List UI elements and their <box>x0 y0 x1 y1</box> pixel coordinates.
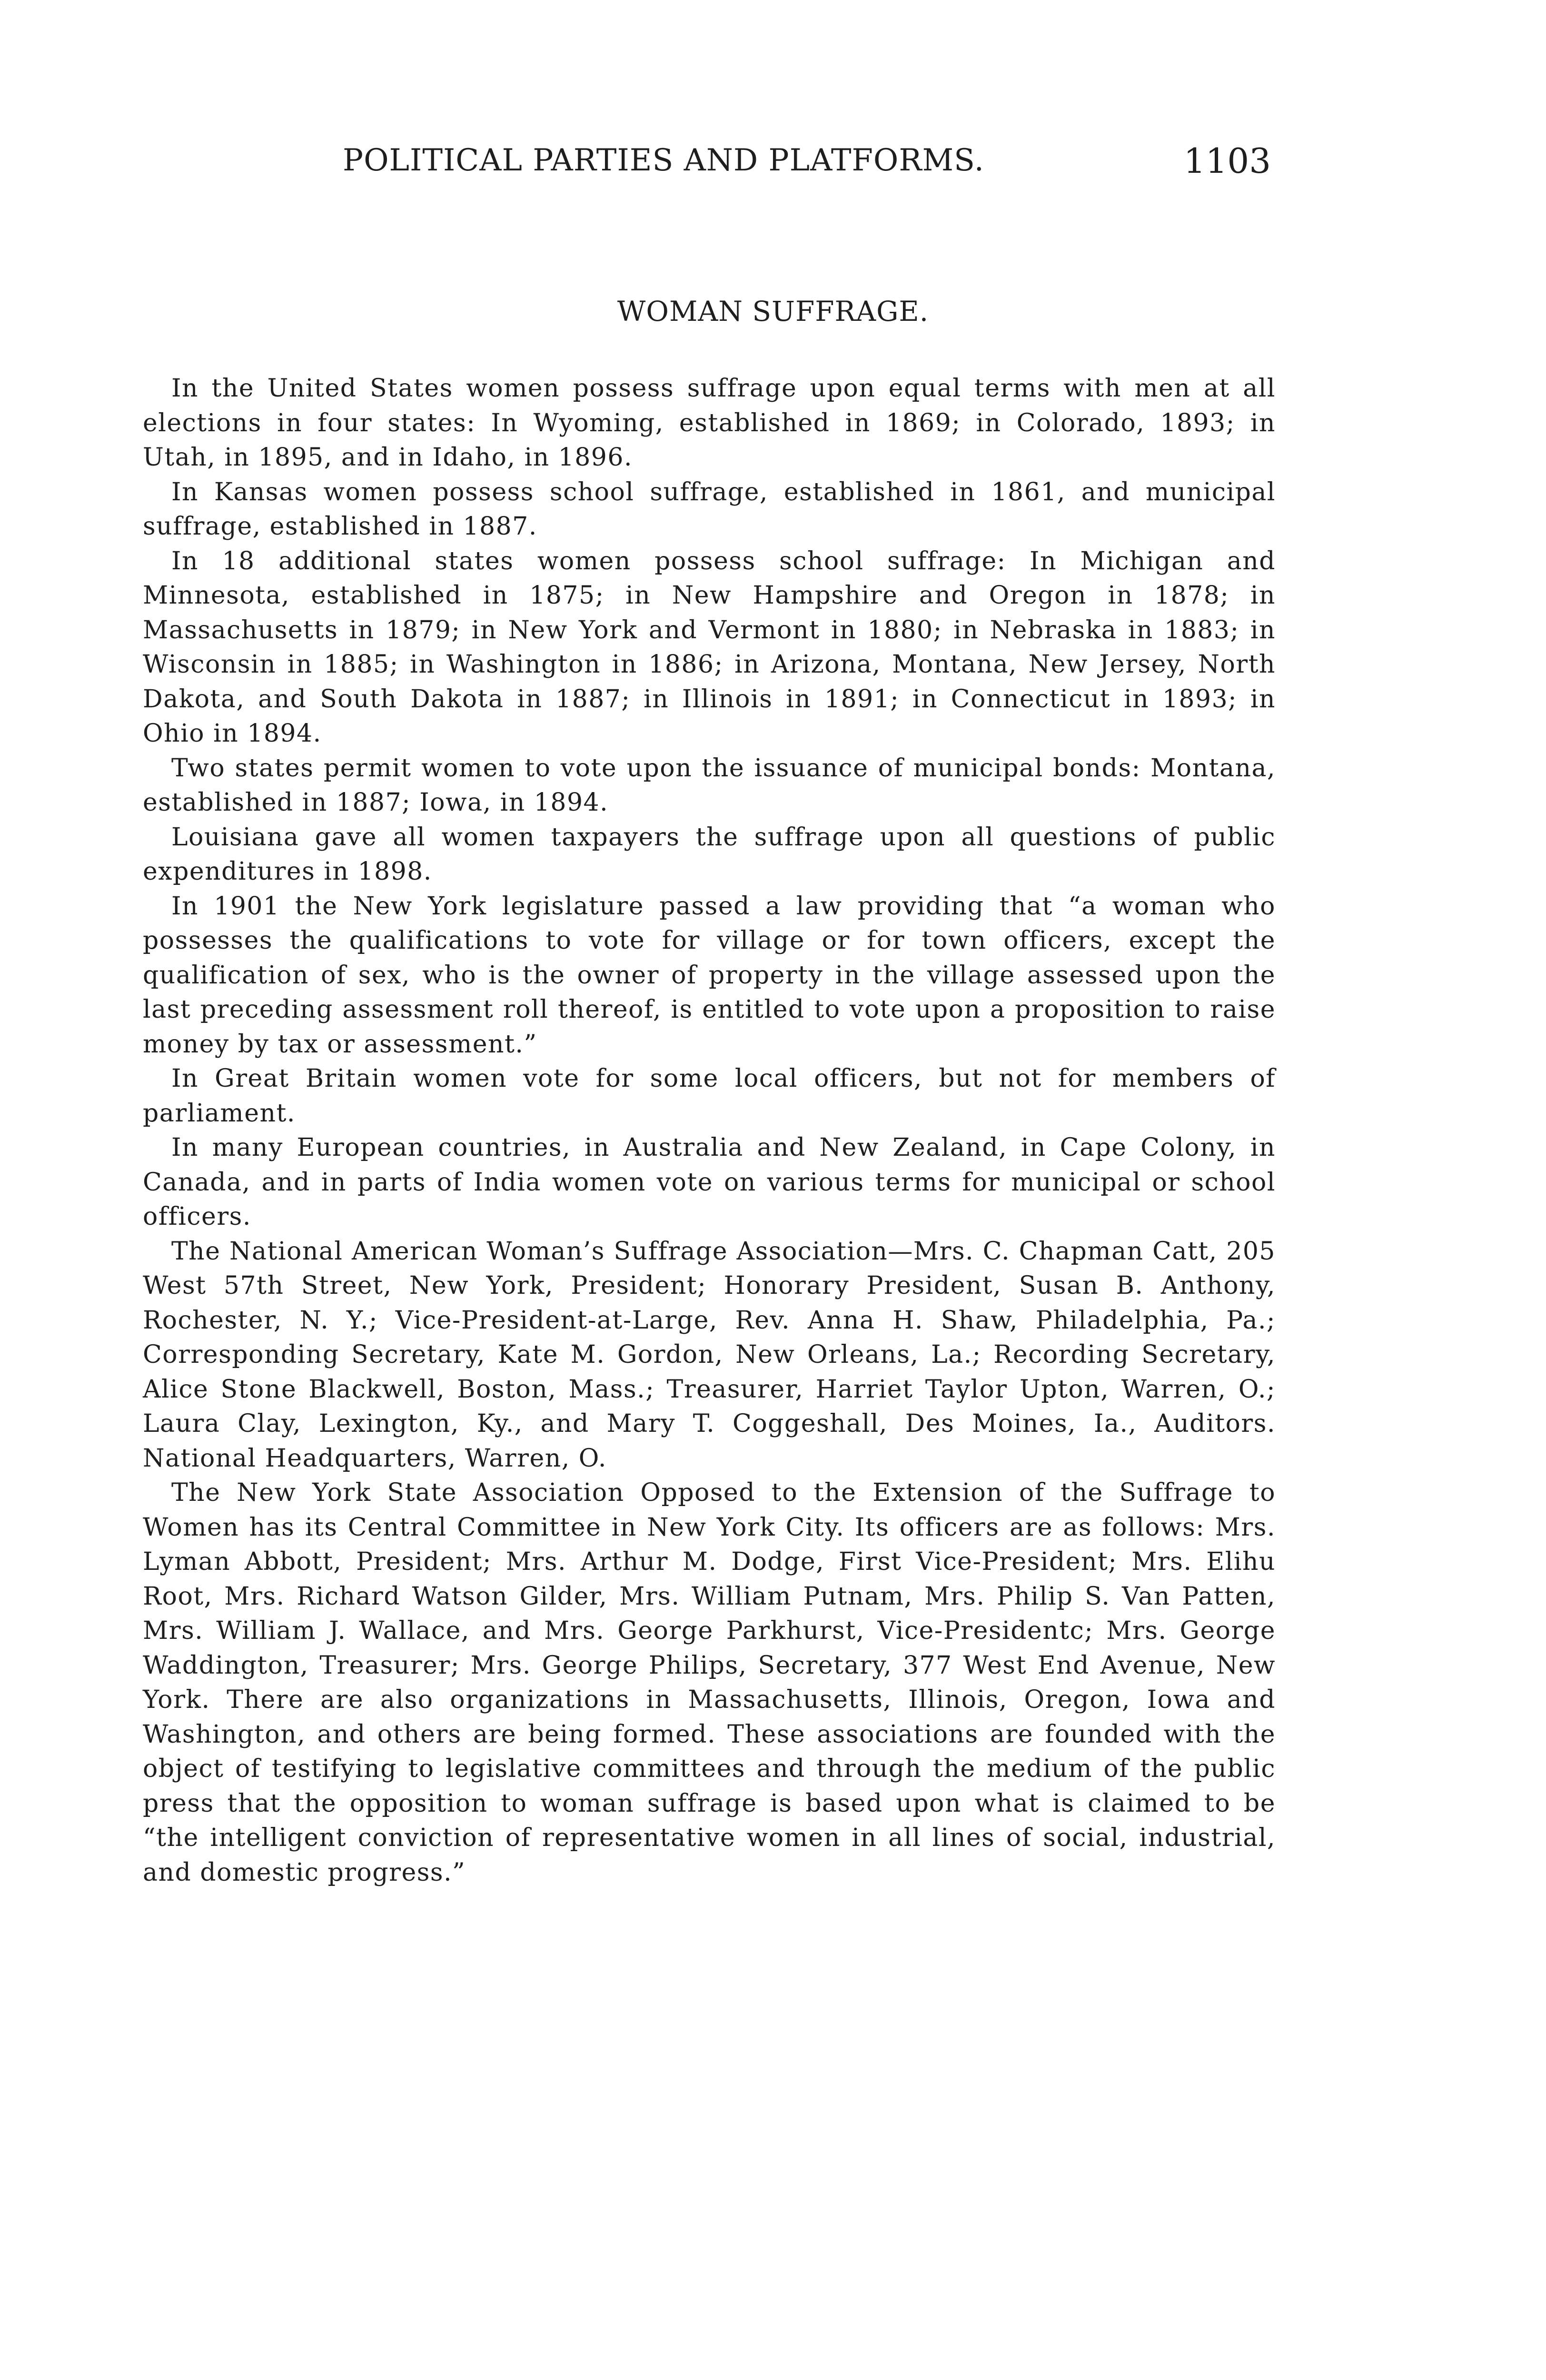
paragraph-great-britain: In Great Britain women vote for some local officers, but not for members of parliament. <box>143 1064 1276 1128</box>
section-title: WOMAN SUFFRAGE. <box>617 295 929 327</box>
page-number: 1103 <box>1183 141 1271 181</box>
paragraph-kansas: In Kansas women possess school suffrage, established in 1861, and municipal suffrage, established in 1887. <box>143 477 1276 541</box>
paragraph-new-york-law: In 1901 the New York legislature passed a law providing that “a woman who possesses the qualifications to vote for village or for town officers, except the qualification of sex, who is the owner of property in the village assessed upon the last preceding assessment roll thereof, is entitled to vote upon a proposition to raise money by tax or assessment.” <box>143 892 1276 1059</box>
paragraph-other-countries: In many European countries, in Australia and New Zealand, in Cape Colony, in Canada, and in parts of India women vote on various terms for municipal or school officers. <box>143 1133 1276 1231</box>
paragraph-equal-suffrage-states: In the United States women possess suffrage upon equal terms with men at all elections in four states: In Wyoming, established in 1869; in Colorado, 1893; in Utah, in 1895, and in Idaho, in 1896. <box>143 374 1276 472</box>
paragraph-school-suffrage-states: In 18 additional states women possess school suffrage: In Michigan and Minnesota, established in 1875; in New Hampshire and Oregon in 1878; in Massachusetts in 1879; in New York and Vermont in 1880; in Nebraska in 1883; in Wisconsin in 1885; in Washington in 1886; in Arizona, Montana, New Jersey, North Dakota, and South Dakota in 1887; in Illinois in 1891; in Connecticut in 1893; in Ohio in 1894. <box>143 546 1276 748</box>
article-body <box>143 371 1276 1890</box>
paragraph-national-association: The National American Woman’s Suffrage Association—Mrs. C. Chapman Catt, 205 West 57th Street, New York, President; Honorary President, Susan B. Anthony, Rochester, N. Y.; Vice-President-at-Large, Rev. Anna H. Shaw, Philadelphia, Pa.; Corresponding Secretary, Kate M. Gordon, New Orleans, La.; Recording Secretary, Alice Stone Blackwell, Boston, Mass.; Treasurer, Harriet Taylor Upton, Warren, O.; Laura Clay, Lexington, Ky., and Mary T. Coggeshall, Des Moines, Ia., Auditors. National Headquarters, Warren, O. <box>143 1237 1276 1473</box>
running-title: POLITICAL PARTIES AND PLATFORMS. <box>343 143 984 178</box>
running-head <box>343 143 1271 190</box>
paragraph-municipal-bonds: Two states permit women to vote upon the issuance of municipal bonds: Montana, established in 1887; Iowa, in 1894. <box>143 754 1276 817</box>
paragraph-louisiana: Louisiana gave all women taxpayers the suffrage upon all questions of public expenditures in 1898. <box>143 823 1276 886</box>
paragraph-anti-suffrage-association: The New York State Association Opposed to the Extension of the Suffrage to Women has its Central Committee in New York City. Its officers are as follows: Mrs. Lyman Abbott, President; Mrs. Arthur M. Dodge, First Vice-President; Mrs. Elihu Root, Mrs. Richard Watson Gilder, Mrs. William Putnam, Mrs. Philip S. Van Patten, Mrs. William J. Wallace, and Mrs. George Parkhurst, Vice-Presidentc; Mrs. George Waddington, Treasurer; Mrs. George Philips, Secretary, 377 West End Avenue, New York. There are also organizations in Massachusetts, Illinois, Oregon, Iowa and Washington, and others are being formed. These associations are founded with the object of testifying to legislative committees and through the medium of the public press that the opposition to woman suffrage is based upon what is claimed to be “the intelligent conviction of representative women in all lines of social, industrial, and domestic progress.” <box>143 1478 1276 1887</box>
